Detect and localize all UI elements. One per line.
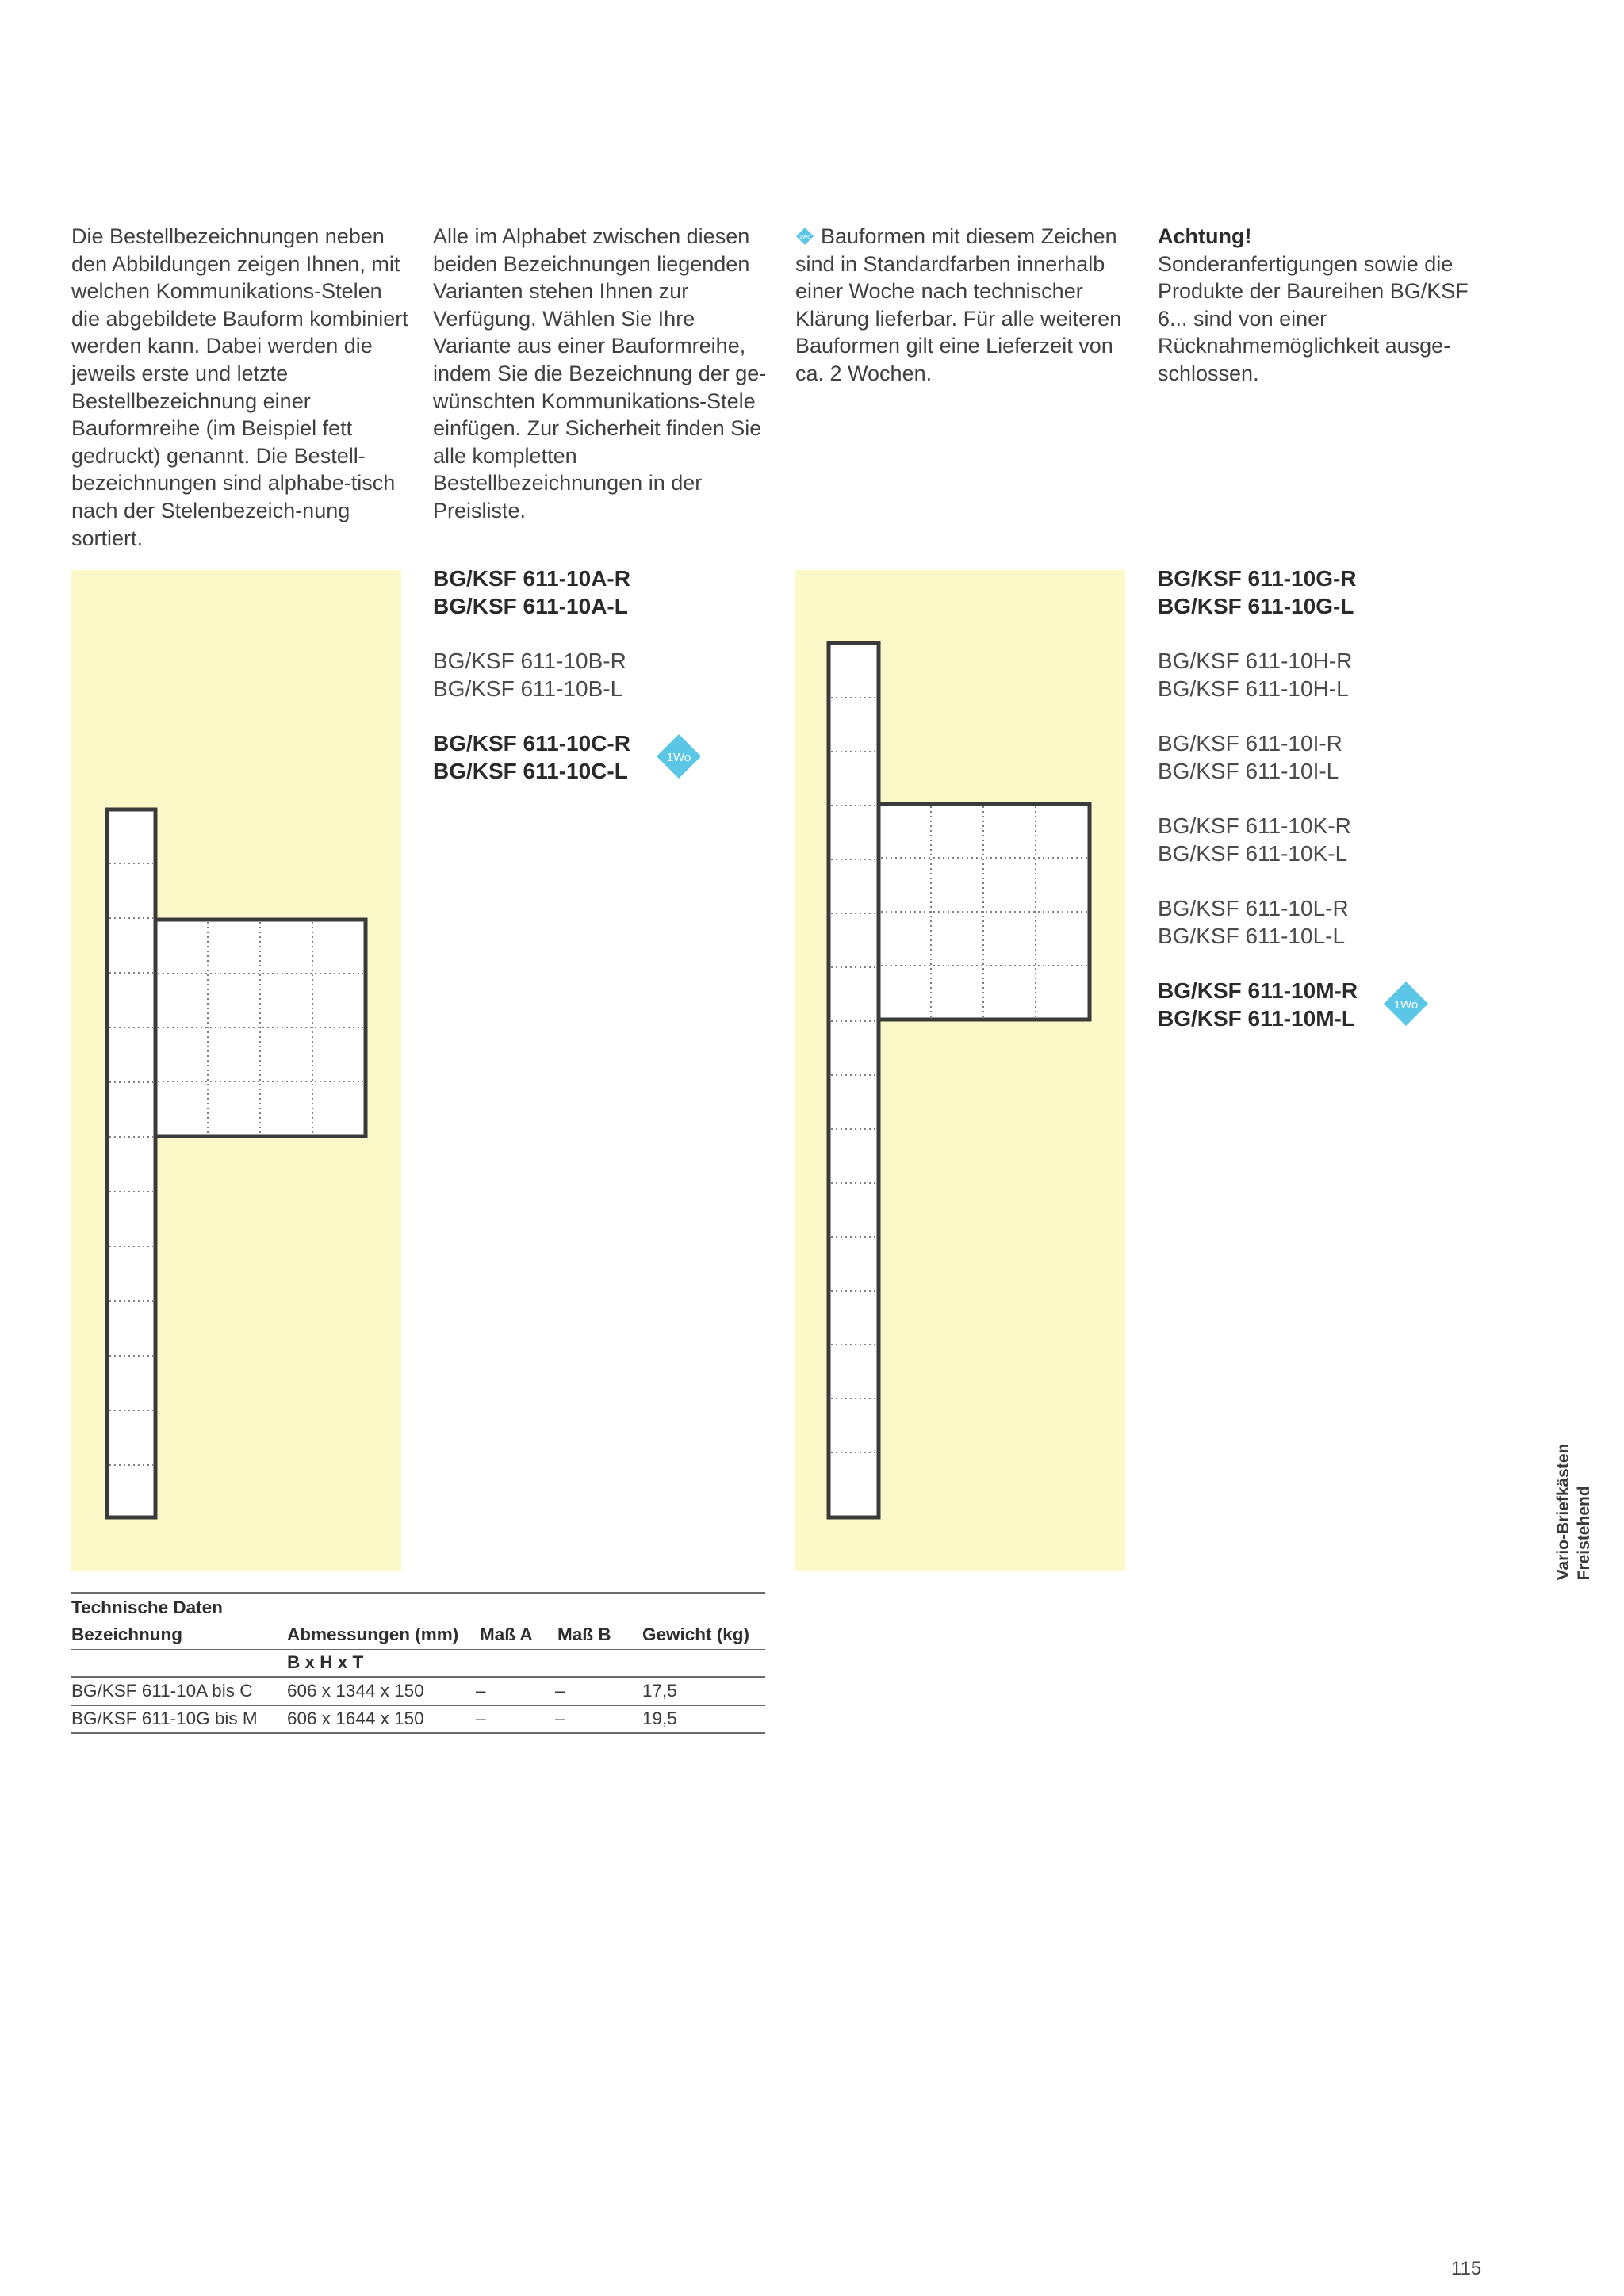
badge-label: 1Wo <box>666 751 691 764</box>
code-group <box>1158 978 1358 1032</box>
intro-text-2: Alle im Alphabet zwischen diesen beiden Bezeichnungen liegenden Varianten stehen Ihnen zur Verfügung. Wählen Sie Ihre Variante aus einer Bauformreihe, indem Sie die Bezeichnung der ge-wünschten Kommunikations-Stele einfügen. Zur Sicherheit finden Sie alle kompletten Bestellbezeichnungen in der Preisliste. <box>433 224 767 522</box>
order-code: BG/KSF 611-10B-L <box>433 675 623 701</box>
badge-inline-label: 1Wo <box>799 235 811 240</box>
table-cell: – <box>476 1681 486 1701</box>
order-code: BG/KSF 611-10H-R <box>1158 649 1353 673</box>
one-week-badge-icon <box>795 227 814 246</box>
code-group <box>1158 648 1352 702</box>
col-header-mass-a: Maß A <box>480 1624 533 1644</box>
product-panel-right <box>795 570 1125 1571</box>
order-code: BG/KSF 611-10L-L <box>1158 923 1346 948</box>
order-code: BG/KSF 611-10G-R <box>1158 566 1357 591</box>
order-code: BG/KSF 611-10H-L <box>1158 675 1349 701</box>
col-header-mass-b: Maß B <box>557 1624 611 1644</box>
order-codes-left <box>433 565 766 803</box>
table-cell: BG/KSF 611-10G bis M <box>71 1709 258 1728</box>
order-code: BG/KSF 611-10A-R <box>433 566 630 591</box>
table-rule <box>71 1732 765 1734</box>
order-code: BG/KSF 611-10I-L <box>1158 758 1339 783</box>
col-header-designation: Bezeichnung <box>71 1624 183 1644</box>
mailbox-stele-drawing-right <box>795 570 1125 1571</box>
code-group <box>433 730 630 785</box>
table-cell: 19,5 <box>642 1709 677 1728</box>
col-subheader-dimensions: B x H x T <box>287 1652 364 1672</box>
one-week-badge-icon <box>655 733 703 780</box>
intro-text-4: Sonderanfertigungen sowie die Produkte der Baureihen BG/KSF 6... sind von einer Rücknahmemöglichkeit ausge-schlossen. <box>1158 251 1469 385</box>
order-code: BG/KSF 611-10L-R <box>1158 896 1349 920</box>
intro-text-1: Die Bestellbezeichnungen neben den Abbildungen zeigen Ihnen, mit welchen Kommunikations-Stelen die abgebildete Bauform kombiniert werden kann. Dabei werden die jeweils erste und letzte Bestellbezeichnung einer Bauformreihe (im Beispiel fett gedruckt) genannt. Die Bestell-bezeichnungen sind alphabe-tisch nach der Stelenbezeich-nung sortiert. <box>71 224 408 550</box>
table-cell: 606 x 1644 x 150 <box>287 1709 424 1728</box>
intro-column-4 <box>1158 223 1499 388</box>
intro-paragraph-3 <box>795 223 1136 388</box>
mailbox-stele-drawing-left <box>71 570 401 1571</box>
table-rule <box>71 1676 765 1678</box>
code-group <box>433 648 626 702</box>
code-group <box>1158 813 1351 867</box>
intro-text-3: Bauformen mit diesem Zeichen sind in Standardfarben innerhalb einer Woche nach technischer Klärung lieferbar. Für alle weiteren Bauformen gilt eine Lieferzeit von ca. 2 Wochen. <box>795 224 1122 385</box>
table-cell: – <box>555 1681 565 1701</box>
col-header-dimensions: Abmessungen (mm) <box>287 1624 459 1644</box>
product-panel-left <box>71 570 401 1571</box>
code-group <box>1158 565 1357 620</box>
order-code: BG/KSF 611-10I-R <box>1158 731 1342 756</box>
order-code: BG/KSF 611-10C-R <box>433 731 630 756</box>
table-cell: – <box>476 1709 486 1728</box>
code-group <box>1158 730 1342 785</box>
order-code: BG/KSF 611-10C-L <box>433 758 628 783</box>
table-title: Technische Daten <box>71 1598 223 1617</box>
order-code: BG/KSF 611-10M-R <box>1158 978 1358 1003</box>
intro-column-3 <box>795 223 1136 388</box>
table-cell: 17,5 <box>642 1681 677 1701</box>
side-label-line-1: Vario-Briefkästen <box>1554 1443 1572 1581</box>
order-code: BG/KSF 611-10G-L <box>1158 593 1354 618</box>
table-cell: 606 x 1344 x 150 <box>287 1681 424 1701</box>
table-rule <box>71 1649 765 1650</box>
code-group <box>433 565 630 620</box>
table-cell: – <box>555 1709 565 1728</box>
side-label-line-2: Freistehend <box>1575 1486 1593 1581</box>
table-rule <box>71 1705 765 1706</box>
side-label-text <box>1553 1444 1595 1581</box>
order-code: BG/KSF 611-10B-R <box>433 649 626 673</box>
intro-column-2 <box>433 223 774 525</box>
order-codes-right <box>1158 565 1491 1041</box>
section-side-label <box>1550 1439 1598 1586</box>
code-group <box>1158 895 1349 950</box>
warning-heading: Achtung! <box>1158 224 1252 248</box>
order-code: BG/KSF 611-10K-R <box>1158 813 1351 838</box>
intro-column-1 <box>71 223 412 552</box>
badge-label: 1Wo <box>1393 998 1419 1012</box>
one-week-badge-icon <box>1382 980 1430 1027</box>
order-code: BG/KSF 611-10K-L <box>1158 840 1348 866</box>
page-number: 115 <box>1451 2258 1482 2279</box>
col-header-weight: Gewicht (kg) <box>642 1624 750 1644</box>
order-code: BG/KSF 611-10A-L <box>433 593 628 618</box>
table-rule <box>71 1592 765 1594</box>
table-cell: BG/KSF 611-10A bis C <box>71 1681 253 1701</box>
order-code: BG/KSF 611-10M-L <box>1158 1005 1355 1031</box>
